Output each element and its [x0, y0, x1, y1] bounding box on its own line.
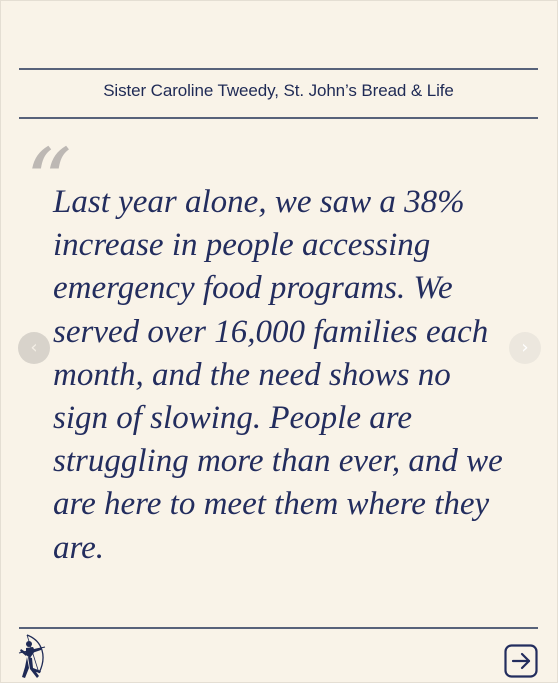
archer-logo-icon: [17, 631, 53, 683]
chevron-left-icon: ‹: [30, 337, 38, 358]
chevron-right-icon: ›: [521, 337, 529, 358]
quote-attribution: Sister Caroline Tweedy, St. John’s Bread & Life: [103, 81, 454, 100]
quote-mark-icon: “: [25, 129, 73, 236]
carousel-next-button[interactable]: [509, 332, 541, 364]
top-divider: [19, 68, 538, 70]
next-page-button[interactable]: [504, 644, 538, 678]
carousel-prev-button[interactable]: [18, 332, 50, 364]
quote-text: Last year alone, we saw a 38% increase in people accessing emergency food programs. We served over 16,000 families each month, and the need shows no sign of slowing. People are struggling more than ever, and we are here to meet them where they are.: [53, 184, 503, 566]
bottom-divider: [19, 627, 538, 629]
attribution-divider: [19, 117, 538, 119]
